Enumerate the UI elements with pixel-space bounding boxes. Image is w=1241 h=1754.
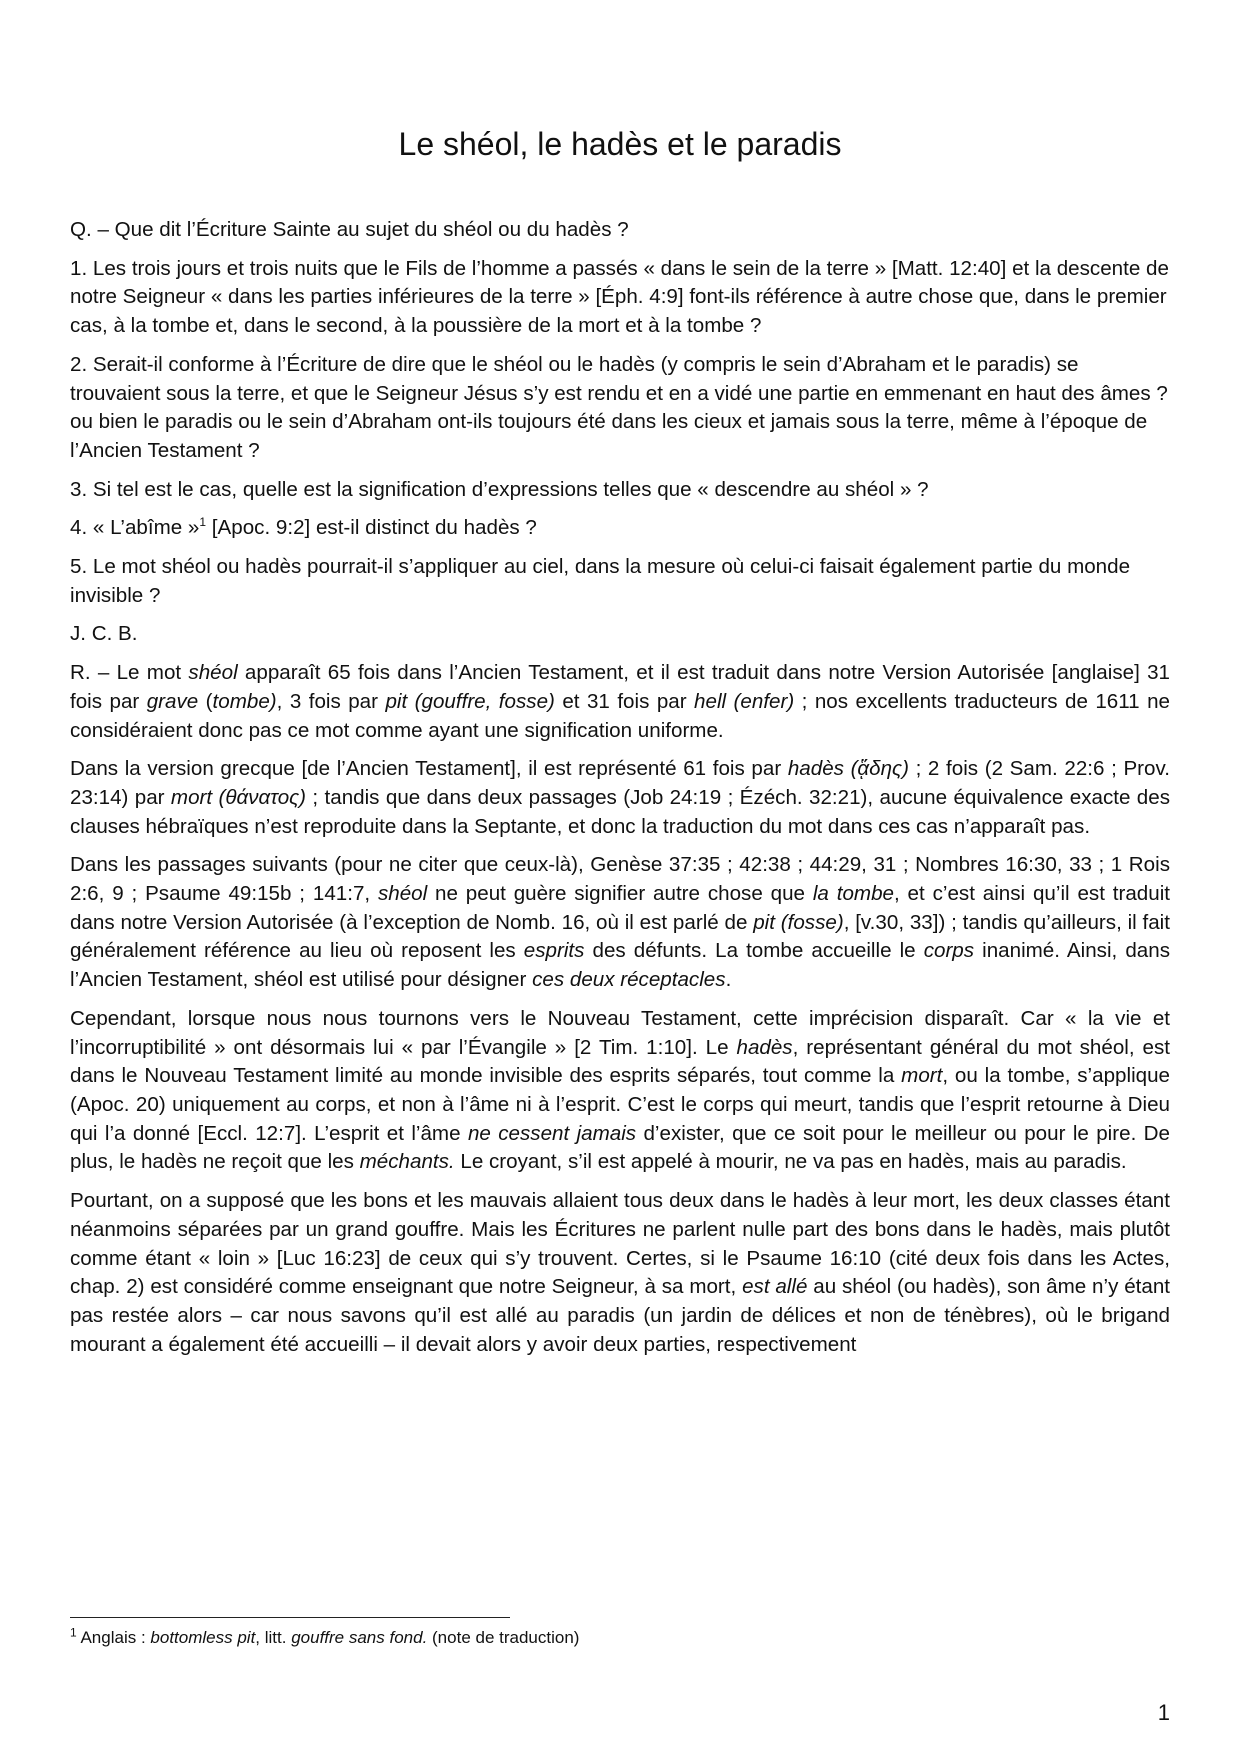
- paragraph: [70, 755, 1170, 841]
- text-run: J. C. B.: [70, 622, 138, 646]
- italic-text: pit (gouffre, fosse): [385, 689, 555, 713]
- paragraph: [70, 620, 1170, 649]
- italic-text: hadès: [736, 1035, 793, 1059]
- text-run: 2. Serait-il conforme à l’Écriture de dire que le shéol ou le hadès (y compris le sein d’Abraham et le paradis) se trouvaient sous la terre, et que le Seigneur Jésus s’y est rendu et en a vidé une partie en emmenant en haut des âmes ? ou bien le paradis ou le sein d’Abraham ont-ils toujours été dans les cieux et jamais sous la terre, même à l’époque de l’Ancien Testament ?: [70, 352, 1168, 462]
- text-run: (note de traduction): [427, 1628, 580, 1647]
- text-run: [Apoc. 9:2] est-il distinct du hadès ?: [206, 516, 537, 540]
- footnote-mark: 1: [70, 1625, 77, 1640]
- text-run: , litt.: [255, 1628, 292, 1647]
- text-run: R. – Le mot: [70, 661, 189, 685]
- footnote-ref: 1: [199, 515, 207, 530]
- paragraph: [70, 216, 1170, 245]
- italic-text: mort (θάνατος): [170, 785, 307, 809]
- text-run: Pourtant, on a supposé que les bons et les mauvais allaient tous deux dans le hadès à leur mort, les deux classes étant néanmoins séparées par un grand gouffre. Mais les Écritures ne parlent nulle part des bons dans le hadès, mais plutôt comme étant « loin » [Luc 16:23] de ceux qui s’y trouvent. Certes, si le Psaume 16:10 (cité deux fois dans les Actes, chap. 2) est considéré comme enseignant que notre Seigneur, à sa mort,: [70, 1189, 1170, 1299]
- italic-text: shéol: [188, 661, 238, 685]
- text-run: , 3 fois par: [276, 689, 386, 713]
- paragraph: [70, 255, 1170, 341]
- italic-text: esprits: [523, 939, 585, 963]
- paragraph: [70, 659, 1170, 745]
- paragraph: [70, 1005, 1170, 1177]
- text-run: .: [725, 968, 732, 992]
- text-run: inanimé. Ainsi, dans l’Ancien Testament, shéol est utilisé pour désigner: [70, 939, 1170, 992]
- paragraph: [70, 1187, 1170, 1359]
- italic-text: shéol: [377, 882, 428, 906]
- text-run: , [v.30, 33]) ; tandis qu’ailleurs, il fait généralement référence au lieu où reposent les: [70, 910, 1170, 963]
- text-run: Anglais :: [76, 1628, 151, 1647]
- text-run: ne peut guère signifier autre chose que: [427, 882, 813, 906]
- italic-text: ces deux réceptacles: [532, 968, 726, 992]
- footnote-divider: [70, 1617, 510, 1618]
- text-run: et 31 fois par: [554, 689, 695, 713]
- italic-text: hadès (ᾅδης): [787, 757, 909, 781]
- text-run: au shéol (ou hadès), son âme n’y étant pas restée alors – car nous savons qu’il est allé au paradis (un jardin de délices et non de ténèbres), où le brigand mourant a également été accueilli – il devait alors y avoir deux parties, respectivement: [70, 1275, 1170, 1356]
- document-body: [70, 216, 1170, 1369]
- italic-text: ne cessent jamais: [467, 1121, 637, 1145]
- text-run: Q. – Que dit l’Écriture Sainte au sujet du shéol ou du hadès ?: [70, 218, 629, 241]
- text-run: apparaît 65 fois dans l’Ancien Testament, et il est traduit dans notre Version Autorisée [anglaise] 31 fois par: [70, 661, 1170, 713]
- italic-text: la tombe: [812, 882, 894, 906]
- document-page: [70, 0, 1170, 1754]
- italic-text: hell (enfer): [694, 689, 795, 713]
- text-run: d’exister, que ce soit pour le meilleur ou pour le pire. De plus, le hadès ne reçoit que les: [70, 1121, 1170, 1174]
- paragraph: [70, 351, 1170, 466]
- paragraph: [70, 514, 1170, 543]
- text-run: (: [198, 689, 213, 713]
- italic-text: bottomless pit: [150, 1628, 256, 1647]
- page-number: 1: [1157, 1700, 1170, 1725]
- text-run: 5. Le mot shéol ou hadès pourrait-il s’appliquer au ciel, dans la mesure où celui-ci faisait également partie du monde invisible ?: [70, 555, 1131, 607]
- text-run: Cependant, lorsque nous nous tournons vers le Nouveau Testament, cette imprécision disparaît. Car « la vie et l’incorruptibilité » ont désormais lui « par l’Évangile » [2 Tim. 1:10]. Le: [70, 1006, 1170, 1059]
- italic-text: gouffre sans fond.: [291, 1628, 428, 1647]
- italic-text: tombe): [212, 689, 277, 713]
- text-run: 1. Les trois jours et trois nuits que le Fils de l’homme a passés « dans le sein de la terre » [Matt. 12:40] et la descente de notre Seigneur « dans les parties inférieures de la terre » [Éph. 4:9] font-ils référence à autre chose que, dans le premier cas, à la tombe et, dans le second, à la poussière de la mort et à la tombe ?: [70, 256, 1169, 338]
- italic-text: méchants.: [359, 1150, 455, 1174]
- italic-text: pit (fosse): [753, 910, 844, 934]
- italic-text: est allé: [742, 1275, 808, 1299]
- text-run: 3. Si tel est le cas, quelle est la signification d’expressions telles que « descendre au shéol » ?: [70, 477, 929, 501]
- italic-text: grave: [146, 689, 199, 713]
- document-title: Le shéol, le hadès et le paradis: [398, 126, 842, 162]
- text-run: Dans la version grecque [de l’Ancien Testament], il est représenté 61 fois par: [70, 757, 788, 781]
- paragraph: [70, 851, 1170, 995]
- paragraph: [70, 553, 1170, 610]
- text-run: ; nos excellents traducteurs de 1611 ne considéraient donc pas ce mot comme ayant une signification uniforme.: [70, 689, 1170, 742]
- text-run: ; tandis que dans deux passages (Job 24:19 ; Ézéch. 32:21), aucune équivalence exacte des clauses hébraïques n’est reproduite dans la Septante, et donc la traduction du mot dans ces cas n’apparaît pas.: [70, 785, 1170, 838]
- text-run: 4. « L’abîme »: [70, 516, 200, 540]
- footnote: [70, 1627, 1170, 1649]
- text-run: , et c’est ainsi qu’il est traduit dans notre Version Autorisée (à l’exception de Nomb. 16, où il est parlé de: [70, 882, 1170, 934]
- text-run: Le croyant, s’il est appelé à mourir, ne va pas en hadès, mais au paradis.: [454, 1150, 1127, 1174]
- italic-text: mort: [901, 1064, 943, 1088]
- italic-text: corps: [923, 939, 975, 963]
- text-run: ; 2 fois (2 Sam. 22:6 ; Prov. 23:14) par: [70, 757, 1170, 809]
- paragraph: [70, 476, 1170, 505]
- text-run: , représentant général du mot shéol, est dans le Nouveau Testament limité au monde invisible des esprits séparés, tout comme la: [70, 1035, 1170, 1088]
- text-run: des défunts. La tombe accueille le: [584, 939, 924, 963]
- text-run: , ou la tombe, s’applique (Apoc. 20) uniquement au corps, et non à l’âme ni à l’esprit. C’est le corps qui meurt, tandis que l’esprit retourne à Dieu qui l’a donné [Eccl. 12:7]. L’esprit et l’âme: [70, 1064, 1170, 1145]
- text-run: Dans les passages suivants (pour ne citer que ceux-là), Genèse 37:35 ; 42:38 ; 44:29, 31 ; Nombres 16:30, 33 ; 1 Rois 2:6, 9 ; Psaume 49:15b ; 141:7,: [70, 853, 1170, 906]
